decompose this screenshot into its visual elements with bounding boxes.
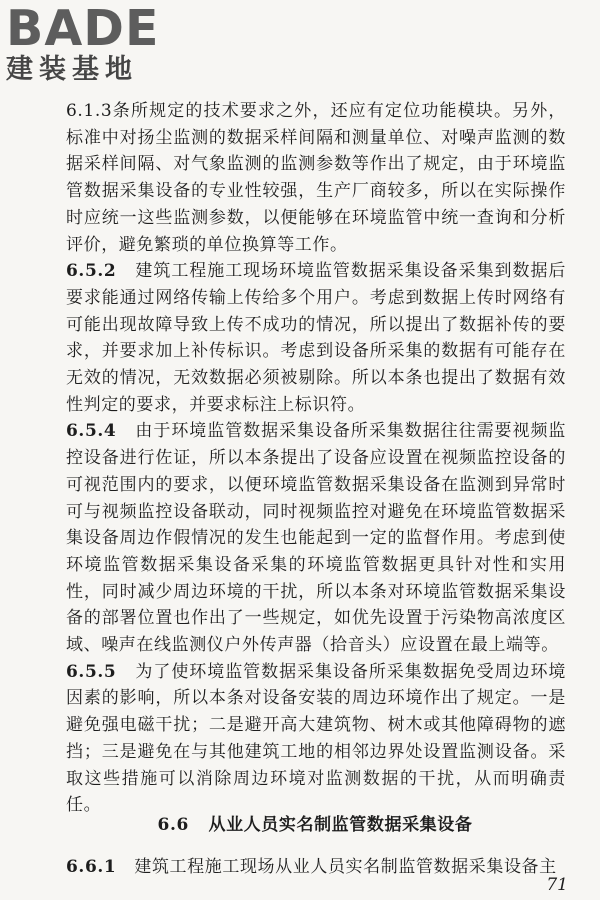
clause-number: 6.5.4 [66,421,117,442]
paragraph-6-6-1 [66,852,576,877]
paragraph-text: 建筑工程施工现场环境监管数据采集设备采集到数据后要求能通过网络传输上传给多个用户。考虑到数据上传时网络有可能出现故障导致上传不成功的情况，所以提出了数据补传的要求，并要求加上补传标识。考虑到设备所采集的数据有可能存在无效的情况，无效数据必须被剔除。所以本条也提出了数据有效性判定的要求，并要求标注上标识符。 [66,261,567,415]
paragraph-text: 6.1.3条所规定的技术要求之外，还应有定位功能模块。另外，标准中对扬尘监测的数据采样间隔和测量单位、对噪声监测的数据采样间隔、对气象监测的监测参数等作出了规定，由于环境监管数据采集设备的专业性较强，生产厂商较多，所以在实际操作时应统一这些监测参数，以便能够在环境监管中统一查询和分析评价，避免繁琐的单位换算等工作。 [66,101,566,255]
page-number: 71 [546,875,568,895]
paragraph-6-5-2 [66,258,566,418]
logo-subtitle: 建装基地 [6,54,138,85]
paragraph-continuation [66,98,566,258]
paragraph-text: 由于环境监管数据采集设备所采集数据往往需要视频监控设备进行佐证，所以本条提出了设备应设置在视频监控设备的可视范围内的要求，以便环境监管数据采集设备在监测到异常时可与视频监控设备联动，同时视频监控对避免在环境监管数据采集设备周边作假情况的发生也能起到一定的监督作用。考虑到使环境监管数据采集设备采集的环境监管数据更具针对性和实用性，同时减少周边环境的干扰，所以本条对环境监管数据采集设备的部署位置也作出了一些规定，如优先设置于污染物高浓度区域、噪声在线监测仪户外传声器（拾音头）应设置在最上端等。 [66,421,567,656]
clause-number: 6.5.2 [66,261,117,282]
document-body [66,98,566,819]
logo-brand-text: BADE [6,0,160,57]
paragraph-text: 为了使环境监管数据采集设备所采集数据免受周边环境因素的影响，所以本条对设备安装的周边环境作出了规定。一是避免强电磁干扰；二是避开高大建筑物、树木或其他障碍物的遮挡；三是避免在与其他建筑工地的相邻边界处设置监测设备。采取这些措施可以消除周边环境对监测数据的干扰，从而明确责任。 [66,661,567,816]
section-title: 从业人员实名制监管数据采集设备 [208,815,473,835]
paragraph-6-5-5 [66,659,566,819]
clause-number: 6.5.5 [66,661,117,682]
brand-logo [6,0,160,85]
clause-number: 6.6.1 [66,857,117,877]
section-heading [60,810,570,835]
paragraph-6-5-4 [66,418,566,658]
section-number: 6.6 [157,815,189,835]
paragraph-text: 建筑工程施工现场从业人员实名制监管数据采集设备主 [134,857,557,877]
